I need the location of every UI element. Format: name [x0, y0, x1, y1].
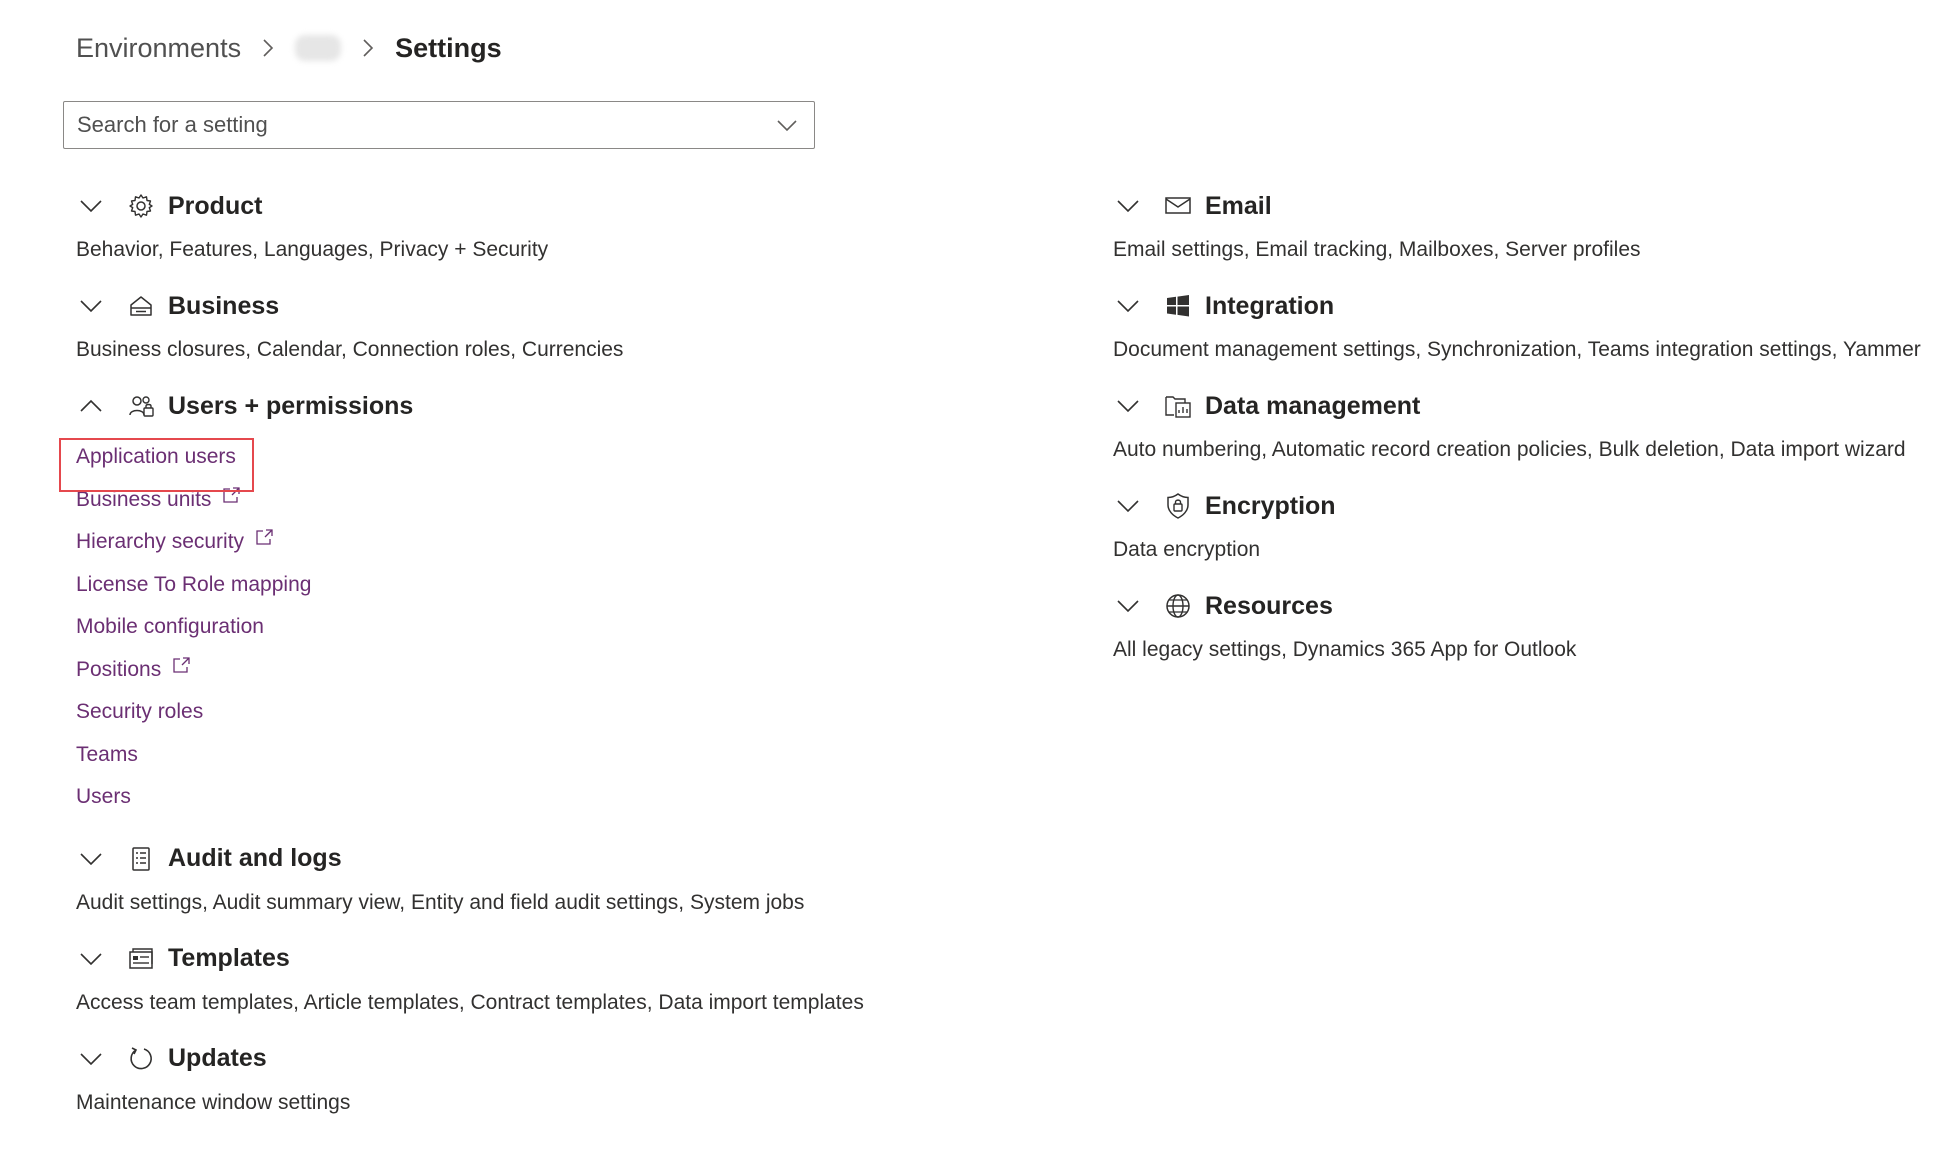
link-teams[interactable]	[76, 734, 976, 777]
section-title: Users + permissions	[168, 391, 414, 420]
mail-icon	[1163, 191, 1193, 221]
section-product	[76, 186, 976, 270]
chevron-down-icon[interactable]	[76, 944, 106, 974]
section-summary: Maintenance window settings	[76, 1090, 351, 1114]
link-mobile-configuration[interactable]	[76, 606, 976, 649]
section-header-integration[interactable]	[1113, 286, 1933, 326]
chevron-down-icon[interactable]	[1113, 591, 1143, 621]
business-icon	[126, 291, 156, 321]
section-summary: Auto numbering, Automatic record creation policies, Bulk deletion, Data import wizard	[1113, 438, 1906, 461]
breadcrumb	[76, 28, 502, 68]
section-integration	[1113, 286, 1933, 370]
chevron-down-icon[interactable]	[76, 1044, 106, 1074]
section-updates	[76, 1039, 976, 1123]
shield-icon	[1163, 491, 1193, 521]
section-header-encryption[interactable]	[1113, 486, 1933, 526]
section-templates	[76, 939, 976, 1023]
chevron-down-icon[interactable]	[76, 191, 106, 221]
settings-left-column	[76, 186, 976, 1139]
section-summary: Business closures, Calendar, Connection roles, Currencies	[76, 338, 624, 361]
users-permissions-icon	[126, 391, 156, 421]
data-management-icon	[1163, 391, 1193, 421]
chevron-right-icon	[353, 33, 383, 63]
section-title: Audit and logs	[168, 844, 342, 872]
audit-log-icon	[126, 844, 156, 874]
link-text[interactable]: Users	[76, 785, 131, 809]
section-title: Business	[168, 291, 280, 320]
section-business	[76, 286, 976, 370]
breadcrumb-settings: Settings	[395, 32, 502, 63]
section-header-updates[interactable]	[76, 1039, 976, 1079]
link-license-to-role-mapping[interactable]	[76, 564, 976, 607]
section-header-email[interactable]	[1113, 186, 1933, 226]
chevron-down-icon[interactable]	[1113, 291, 1143, 321]
link-text[interactable]: Positions	[76, 657, 162, 681]
section-users-permissions	[76, 386, 976, 819]
link-hierarchy-security[interactable]	[76, 521, 976, 564]
section-summary: Behavior, Features, Languages, Privacy + Security	[76, 238, 549, 261]
link-text[interactable]: Security roles	[76, 700, 204, 724]
breadcrumb-environments[interactable]: Environments	[76, 32, 242, 63]
templates-icon	[126, 944, 156, 974]
section-header-templates[interactable]	[76, 939, 976, 979]
settings-right-column	[1113, 186, 1933, 686]
link-positions[interactable]	[76, 649, 976, 692]
section-summary: Document management settings, Synchronization, Teams integration settings, Yammer	[1113, 338, 1921, 361]
refresh-icon	[126, 1044, 156, 1074]
link-users[interactable]	[76, 776, 976, 819]
gear-icon	[126, 191, 156, 221]
section-audit-and-logs	[76, 839, 976, 923]
chevron-down-icon[interactable]	[774, 112, 800, 138]
link-text[interactable]: Mobile configuration	[76, 615, 264, 639]
section-encryption	[1113, 486, 1933, 570]
section-title: Updates	[168, 1044, 267, 1072]
windows-icon	[1163, 291, 1193, 321]
section-summary: All legacy settings, Dynamics 365 App for Outlook	[1113, 638, 1577, 661]
link-text[interactable]: License To Role mapping	[76, 572, 312, 596]
section-summary: Audit settings, Audit summary view, Entity and field audit settings, System jobs	[76, 890, 805, 914]
section-header-product[interactable]	[76, 186, 976, 226]
section-header-business[interactable]	[76, 286, 976, 326]
chevron-down-icon[interactable]	[1113, 491, 1143, 521]
section-resources	[1113, 586, 1933, 670]
chevron-up-icon[interactable]	[76, 391, 106, 421]
link-text[interactable]: Hierarchy security	[76, 530, 245, 554]
chevron-down-icon[interactable]	[76, 291, 106, 321]
section-data-management	[1113, 386, 1933, 470]
application-users-link-text[interactable]: Application users	[76, 445, 236, 469]
search-setting-combobox[interactable]	[63, 101, 815, 149]
chevron-down-icon[interactable]	[1113, 391, 1143, 421]
chevron-down-icon[interactable]	[1113, 191, 1143, 221]
section-title: Data management	[1205, 391, 1421, 420]
external-link-icon	[171, 654, 193, 676]
section-summary: Email settings, Email tracking, Mailboxes, Server profiles	[1113, 238, 1641, 261]
section-email	[1113, 186, 1933, 270]
section-summary: Data encryption	[1113, 538, 1261, 561]
section-header-data-management[interactable]	[1113, 386, 1933, 426]
chevron-right-icon	[253, 33, 283, 63]
link-security-roles[interactable]	[76, 691, 976, 734]
section-header-resources[interactable]	[1113, 586, 1933, 626]
environment-name-redacted[interactable]	[295, 35, 341, 61]
section-header-users-permissions[interactable]	[76, 386, 976, 426]
section-title: Integration	[1205, 291, 1335, 320]
section-title: Encryption	[1205, 491, 1336, 520]
users-permissions-links	[76, 436, 976, 819]
section-header-audit-and-logs[interactable]	[76, 839, 976, 879]
external-link-icon	[254, 526, 276, 548]
external-link-icon	[221, 484, 243, 506]
link-application-users[interactable]	[76, 436, 976, 479]
section-title: Product	[168, 191, 263, 220]
section-title: Email	[1205, 191, 1272, 220]
search-input[interactable]: Search for a setting	[77, 112, 268, 137]
section-summary: Access team templates, Article templates, Contract templates, Data import templates	[76, 990, 864, 1014]
chevron-down-icon[interactable]	[76, 844, 106, 874]
link-text[interactable]: Business units	[76, 487, 212, 511]
link-business-units[interactable]	[76, 479, 976, 522]
globe-icon	[1163, 591, 1193, 621]
section-title: Resources	[1205, 591, 1333, 620]
section-title: Templates	[168, 944, 290, 972]
link-text[interactable]: Teams	[76, 742, 138, 766]
